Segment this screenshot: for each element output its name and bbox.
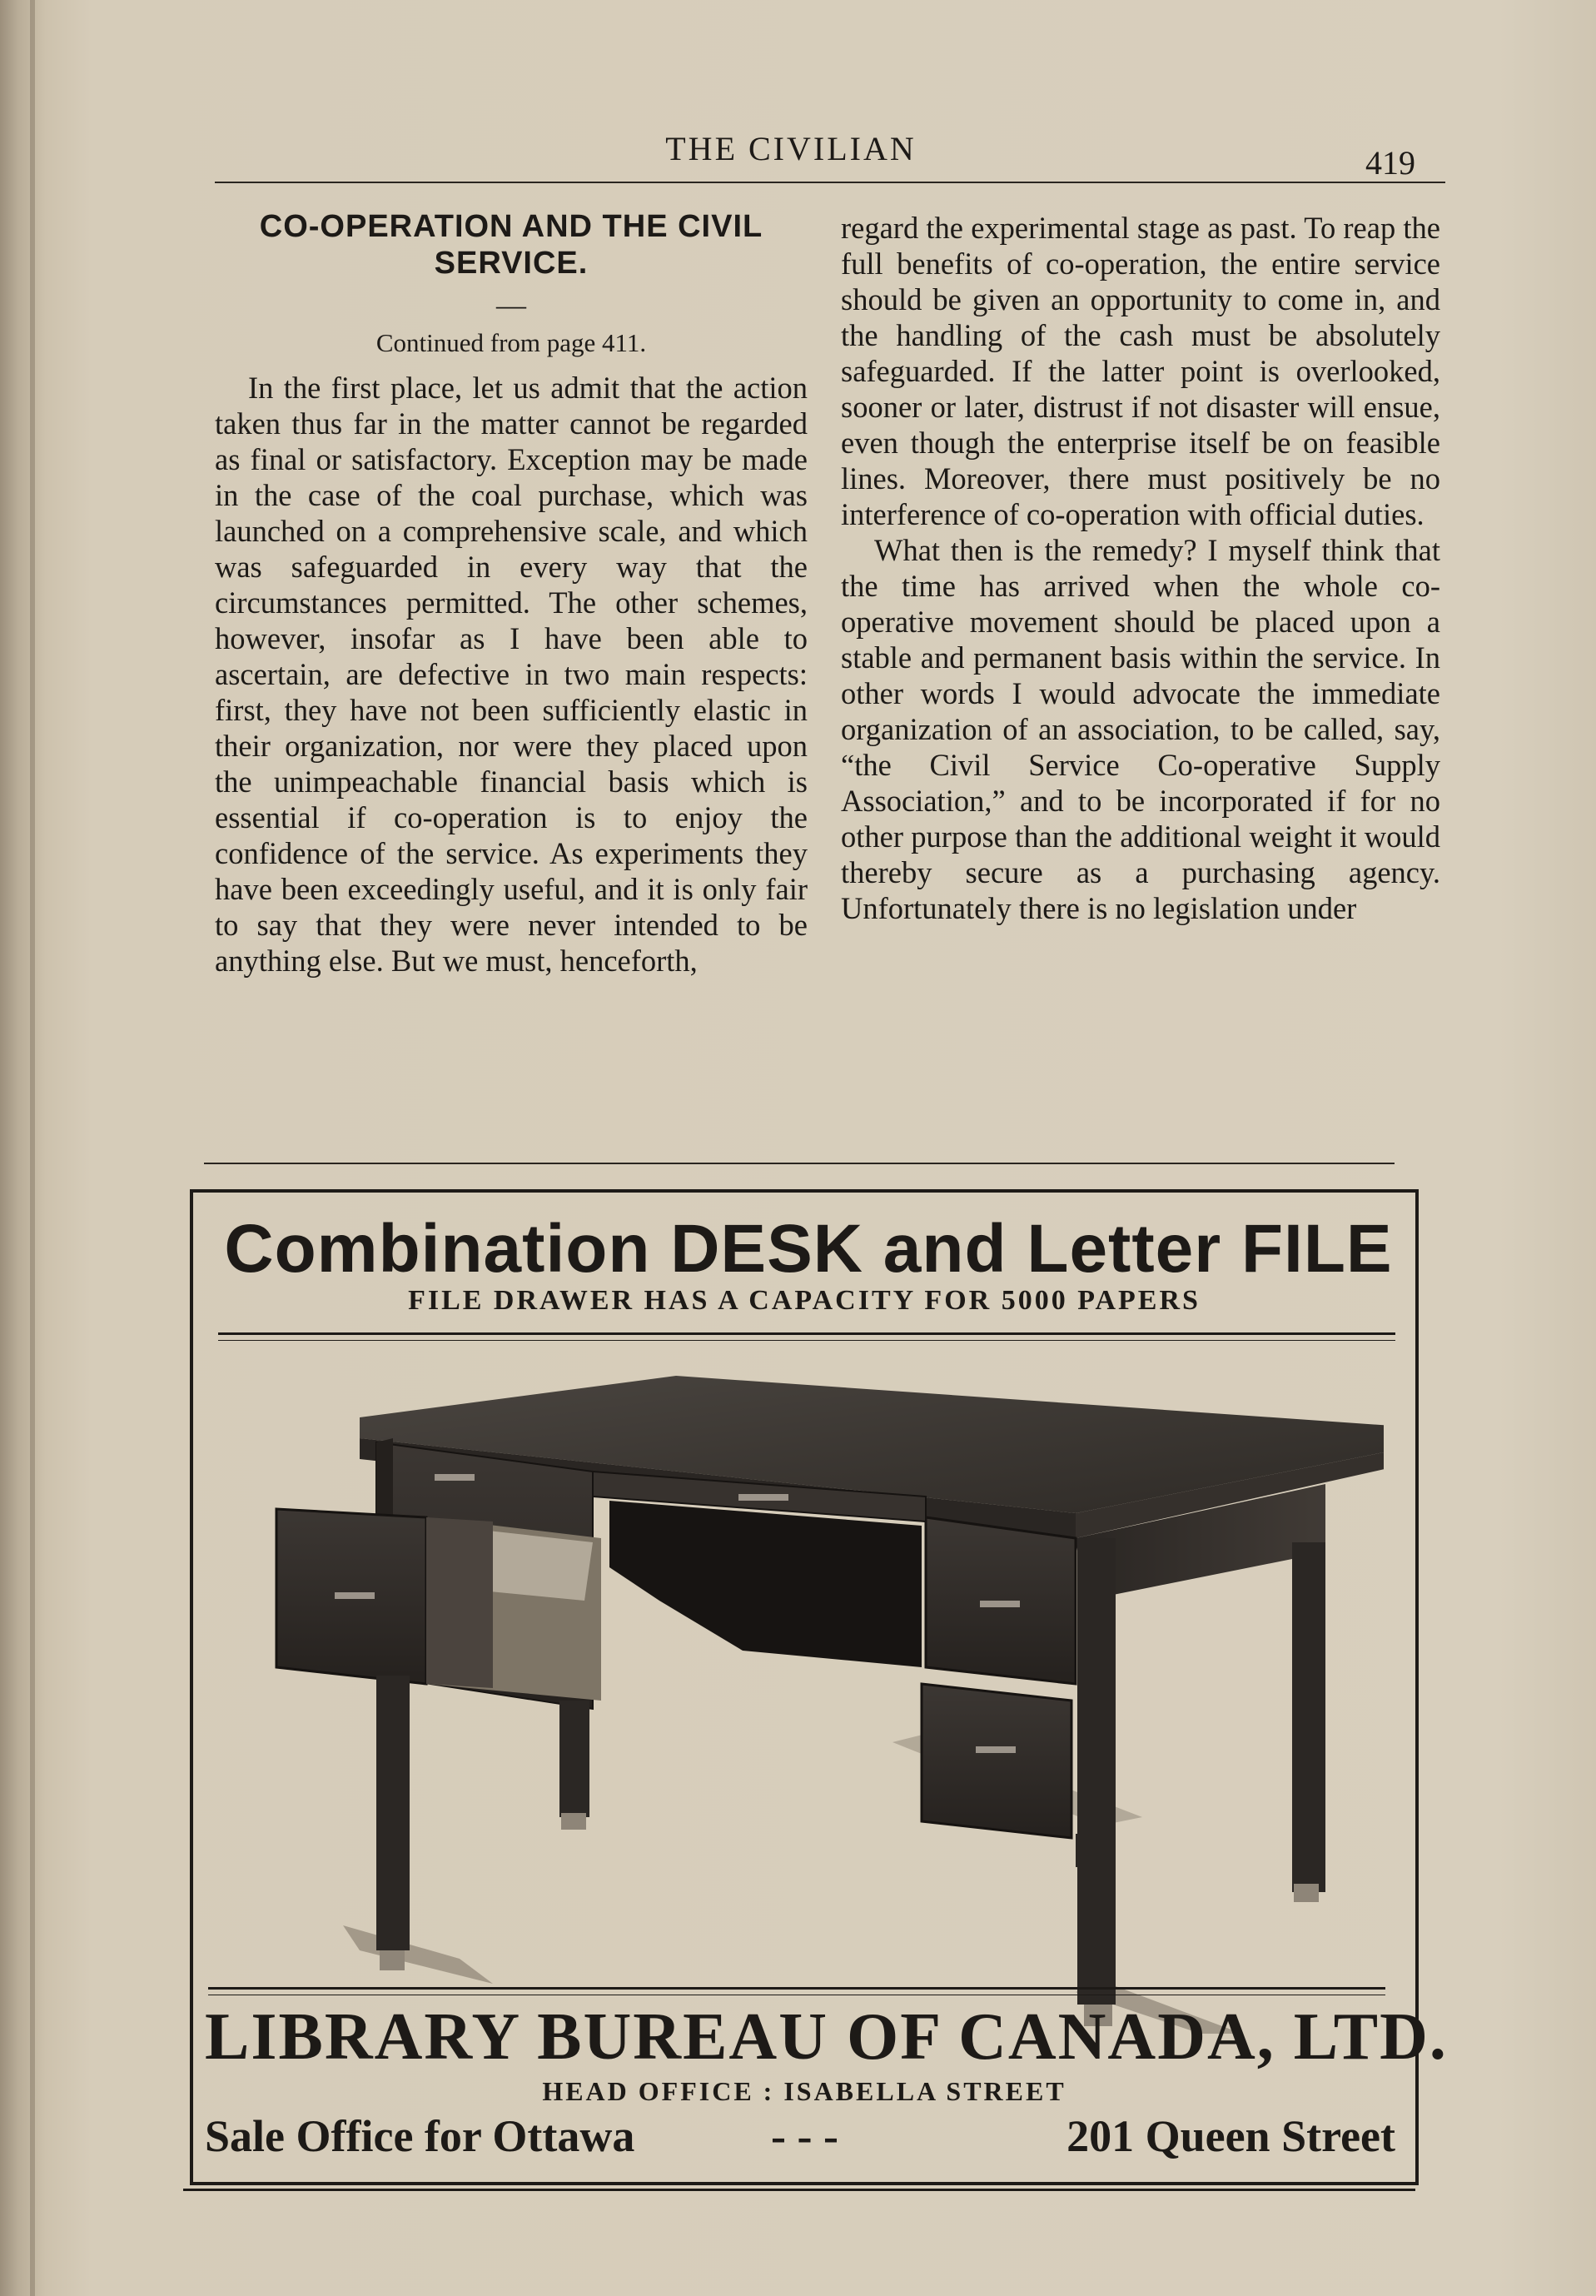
desk-advertisement xyxy=(190,1189,1448,2185)
ad-headline: Combination DESK and Letter FILE xyxy=(224,1211,1393,1287)
ad-rule-top xyxy=(218,1332,1395,1341)
company-name: LIBRARY BUREAU OF CANADA, LTD. xyxy=(205,2000,1448,2074)
ad-rule-bottom xyxy=(208,1987,1385,1995)
article-paragraph-2: What then is the remedy? I myself think that the time has arrived when the whole co-operative movement should be placed upon a stable and permanent basis within the service. In other words I would advocate the immediate organization of an association, to be called, say, “the Civil Service Co-operative Supply Association,” and to be incorporated if for no other purpose than the additional weight it would thereby secure as a purchasing agency. Unfortunately there is no legislation under xyxy=(841,533,1440,925)
section-rule xyxy=(204,1163,1395,1164)
ad-subhead: FILE DRAWER HAS A CAPACITY FOR 5000 PAPERS xyxy=(408,1285,1201,1316)
continued-note: Continued from page 411. xyxy=(375,328,647,357)
article-right-column xyxy=(841,210,1440,926)
article-title-line-2: SERVICE. xyxy=(434,246,589,281)
page-number: 419 xyxy=(1365,144,1415,182)
article-title-line-1: CO-OPERATION AND THE CIVIL xyxy=(259,209,763,244)
sale-office-dashes: - - - xyxy=(771,2111,838,2161)
running-head: THE CIVILIAN xyxy=(665,130,917,167)
desk-illustration xyxy=(243,1351,1384,2034)
sale-office-address: 201 Queen Street xyxy=(1066,2111,1395,2161)
article-paragraph-continued: regard the experimental stage as past. To reap the full benefits of co-operation, the entire service should be given an opportunity to come in, and the handling of the cash must be absolutely safeguarded. If the latter point is overlooked, sooner or later, distrust if not disaster will ensue, even though the enterprise itself be on feasible lines. Moreover, there must positively be no interference of co-operation with official duties. xyxy=(841,211,1440,531)
binding-spine xyxy=(30,0,35,2296)
sale-office-label: Sale Office for Ottawa xyxy=(205,2111,635,2161)
bottom-rule xyxy=(183,2189,1415,2191)
header-rule xyxy=(215,182,1445,183)
article-paragraph-1: In the first place, let us admit that the action taken thus far in the matter cannot be regarded as final or satisfactory. Exception may be made in the case of the coal purchase, which was launched on a comprehensive scale, and which was safeguarded in every way that the circumstances permitted. The other schemes, however, insofar as I have been able to ascertain, are defective in two main respects: first, they have not been sufficiently elastic in their organization, nor were they placed upon the unimpeachable financial basis which is essential if co-operation is to enjoy the confidence of the service. As experiments they have been exceedingly useful, and it is only fair to say that they were never intended to be anything else. But we must, henceforth, xyxy=(215,371,808,978)
head-office-address: HEAD OFFICE : ISABELLA STREET xyxy=(542,2076,1066,2106)
article-left-column xyxy=(215,208,808,979)
title-dash: — xyxy=(496,288,526,321)
article-title xyxy=(215,208,808,281)
sale-office-line xyxy=(205,2107,1395,2165)
